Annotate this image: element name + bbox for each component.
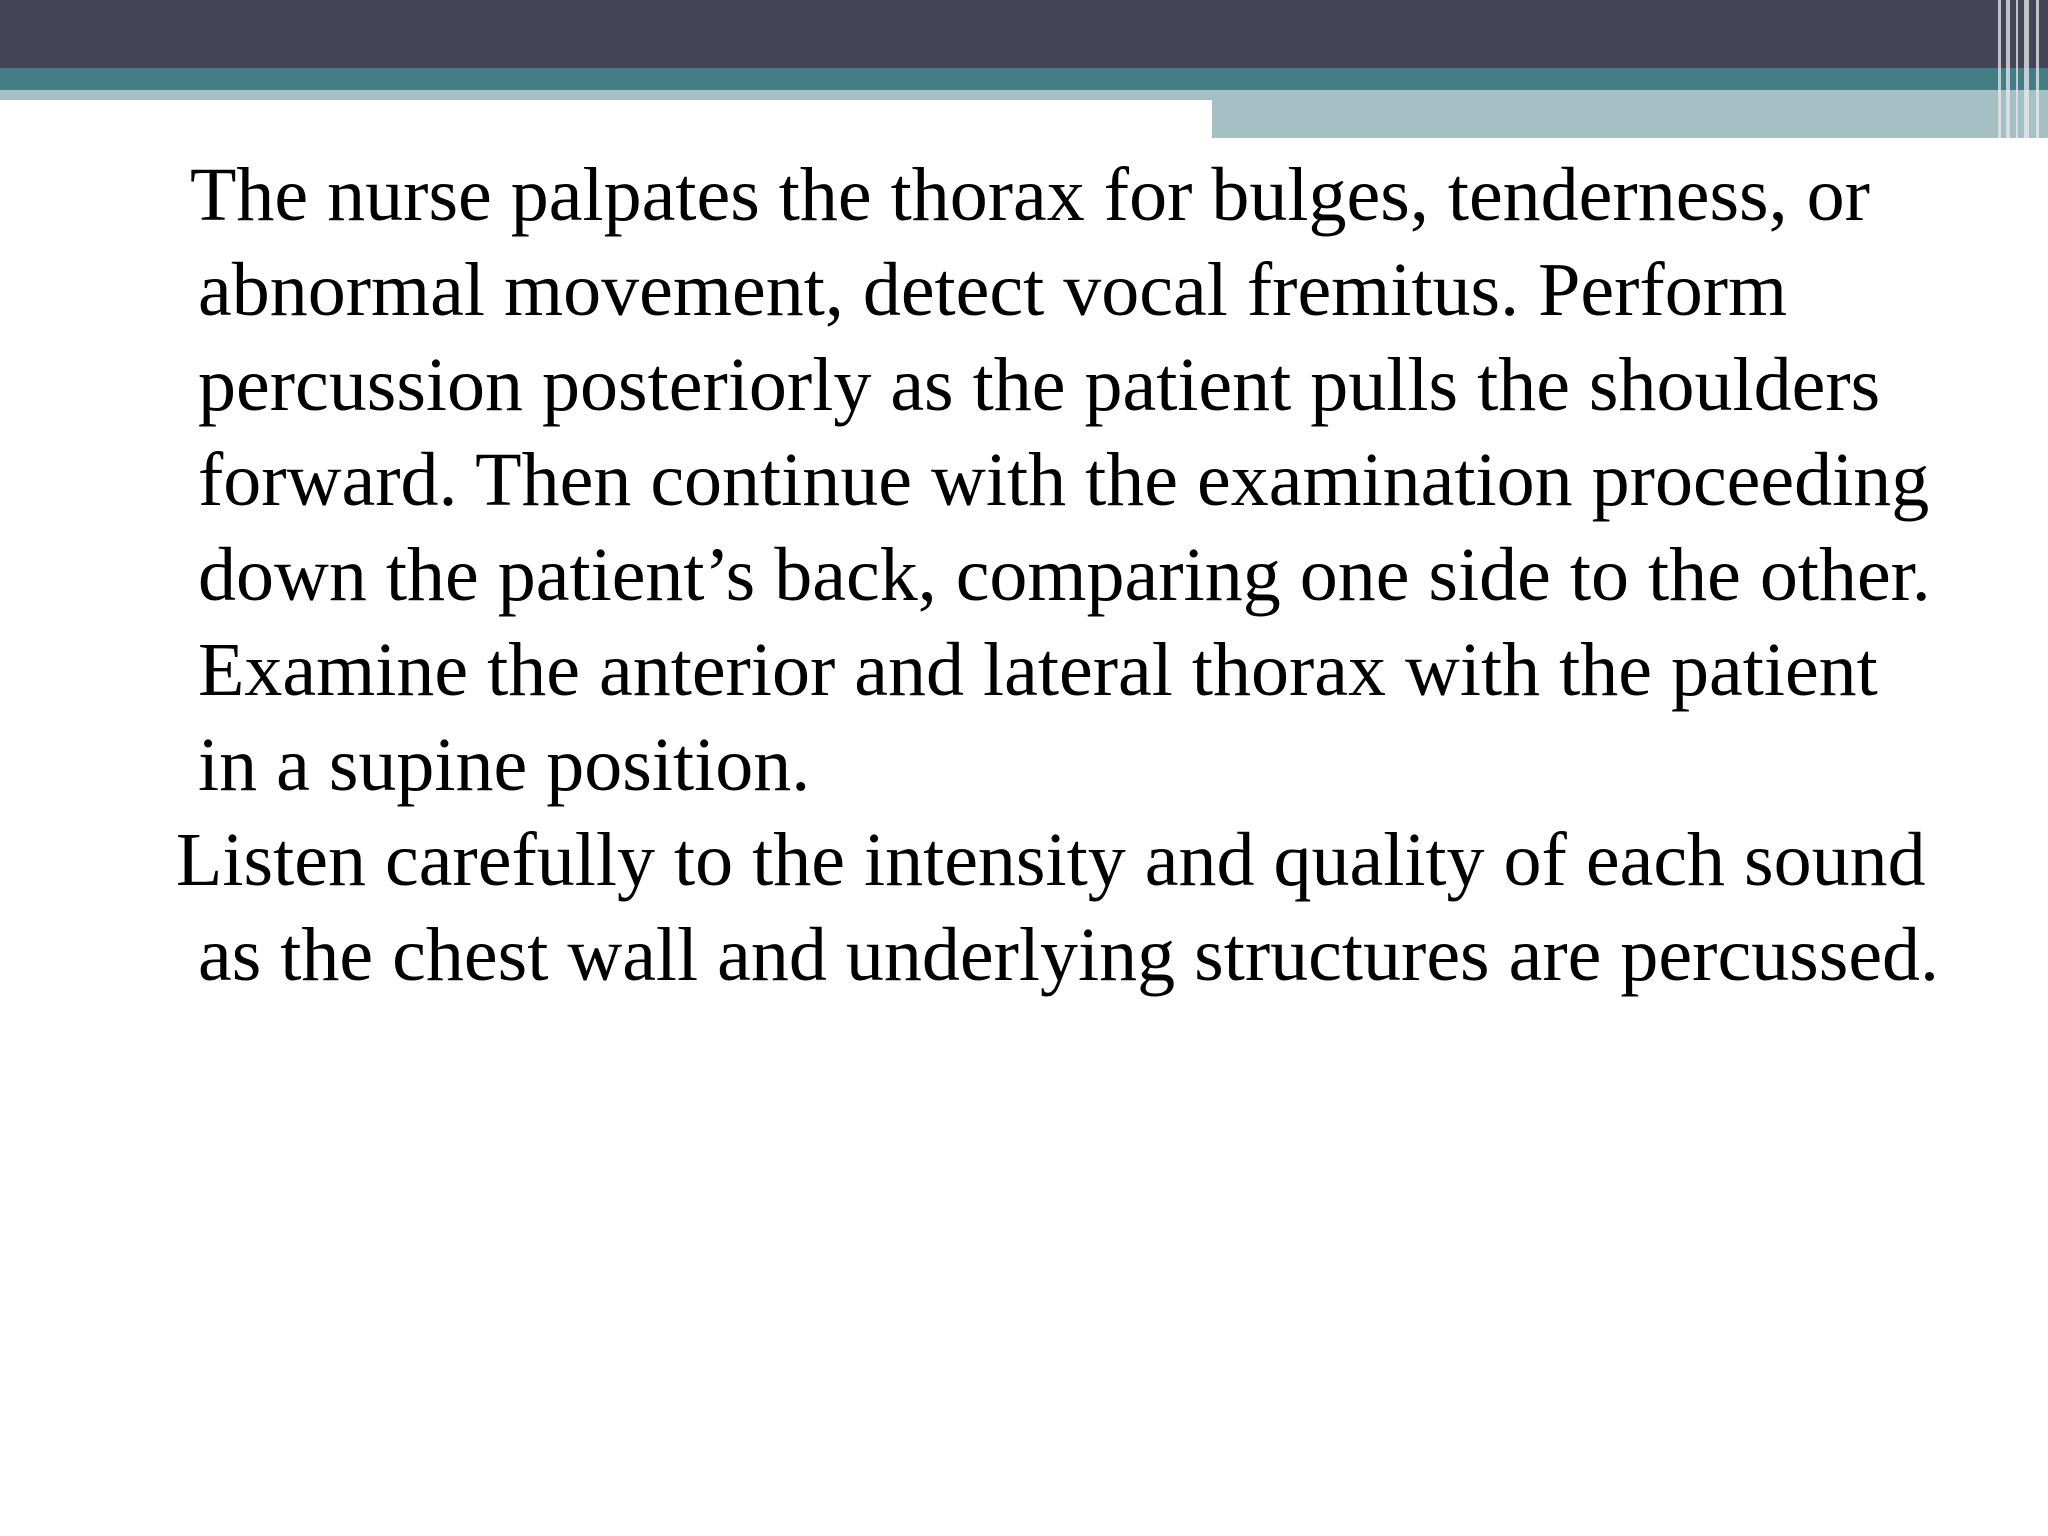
- header-accent-bar: [0, 68, 2048, 90]
- header-light-strip: [0, 90, 1212, 100]
- header-light-block: [1212, 90, 2048, 138]
- slide-body: [160, 148, 1950, 1003]
- body-paragraph: Listen carefully to the intensity and quality of each sound as the chest wall and underlying structures are percussed.: [176, 818, 1940, 997]
- body-paragraph: The nurse palpates the thorax for bulges, tenderness, or abnormal movement, detect vocal fremitus. Perform percussion posteriorly as the patient pulls the shoulders forward. Then continue with the examination proceeding down the patient’s back, comparing one side to the other. Examine the anterior and lateral thorax with the patient in a supine position.: [190, 153, 1931, 807]
- header-bar: [0, 0, 2048, 68]
- header-edge-stripes: [1990, 0, 2048, 138]
